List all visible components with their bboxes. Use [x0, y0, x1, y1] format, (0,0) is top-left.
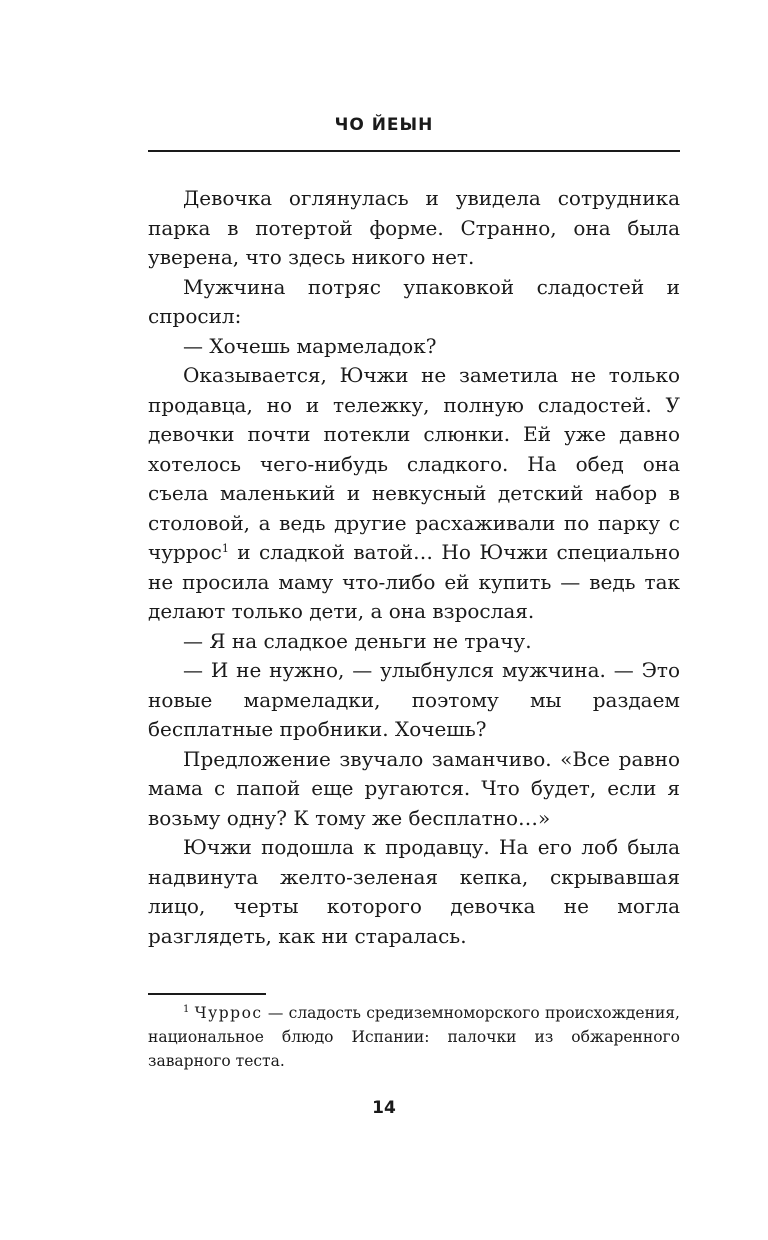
page-number: 14 [372, 1098, 396, 1118]
paragraph-with-footnote [148, 361, 680, 627]
main-text [148, 184, 680, 951]
running-head: ЧО ЙЕЫН [334, 115, 434, 135]
header-rule [148, 150, 680, 152]
footnote [148, 1001, 680, 1073]
paragraph: Девочка оглянулась и увидела сотрудника парка в потертой форме. Странно, она была уверена, что здесь никого нет. [148, 186, 680, 269]
paragraph-text-after: и сладкой ватой… Но Ючжи специально не просила маму что-либо ей купить — ведь так делают только дети, а она взрослая. [148, 540, 680, 623]
dialogue-line: — Я на сладкое деньги не трачу. [183, 628, 532, 653]
footnote-term: Чуррос [194, 1004, 263, 1022]
paragraph-text-before: Оказывается, Ючжи не заметила не только продавца, но и тележку, полную сладостей. У девочки почти потекли слюнки. Ей уже давно хотелось чего-нибудь сладкого. На обед она съела маленький и невкусный детский набор в столовой, а ведь другие расхаживали по парку с чуррос [148, 363, 680, 564]
paragraph: Предложение звучало заманчиво. «Все равно мама с папой еще ругаются. Что будет, если я возьму одну? К тому же бесплатно…» [148, 746, 680, 830]
footnote-reference: 1 [221, 542, 229, 555]
paragraph: Мужчина потряс упаковкой сладостей и спросил: [148, 274, 680, 328]
dialogue-line: — Хочешь мармеладок? [183, 333, 437, 358]
paragraph: Ючжи подошла к продавцу. На его лоб была надвинута желто-зеленая кепка, скрывавшая лицо, черты которого девочка не могла разглядеть, как ни старалась. [148, 835, 680, 948]
dialogue-line: — И не нужно, — улыбнулся мужчина. — Это новые мармеладки, поэтому мы раздаем бесплатные пробники. Хочешь? [148, 658, 680, 741]
footnote-marker: 1 [183, 1004, 190, 1015]
footnote-rule [148, 993, 266, 995]
footnote-text: — сладость средиземноморского происхождения, национальное блюдо Испании: палочки из обжаренного заварного теста. [148, 1004, 680, 1070]
